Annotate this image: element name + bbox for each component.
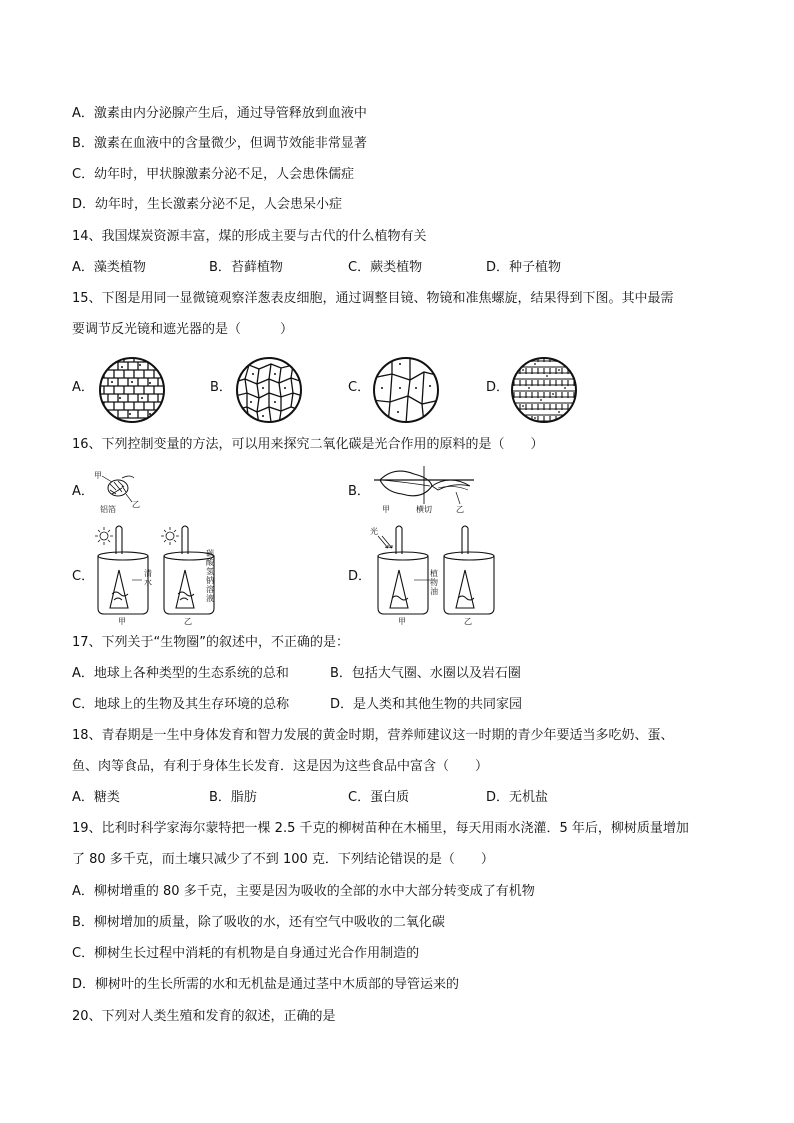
q15-figure-a — [98, 356, 166, 424]
q14-stem: 14、我国煤炭资源丰富，煤的形成主要与古代的什么植物有关 — [72, 229, 427, 244]
q19-stem-line2: 了 80 多千克，而土壤只减少了不到 100 克．下列结论错误的是（ ） — [72, 852, 494, 867]
q16c-label-yi: 乙 — [184, 617, 192, 626]
q16-figure-d — [368, 524, 498, 626]
q16a-label-jia: 甲 — [94, 471, 102, 480]
q16-figure-b — [370, 464, 480, 516]
q17-option-d: D．是人类和其他生物的共同家园 — [330, 697, 523, 712]
q16-figure-a — [92, 468, 152, 514]
q15-option-c: C． — [348, 380, 371, 395]
q15-stem-line1: 15、下图是用同一显微镜观察洋葱表皮细胞，通过调整目镜、物镜和准焦螺旋，结果得到下图。其中最需 — [72, 291, 674, 306]
q14-option-b: B．苔藓植物 — [209, 260, 283, 275]
q16c-label-jia: 甲 — [118, 617, 126, 626]
q13-option-b: B．激素在血液中的含量微少，但调节效能非常显著 — [72, 136, 367, 151]
q16d-label-yi: 乙 — [464, 617, 472, 626]
q19-option-c: C．柳树生长过程中消耗的有机物是自身通过光合作用制造的 — [72, 946, 420, 961]
q16-option-b: B． — [348, 484, 370, 499]
q20-stem: 20、下列对人类生殖和发育的叙述，正确的是 — [72, 1009, 336, 1024]
q18-option-a: A．糖类 — [72, 790, 120, 805]
q17-option-b: B．包括大气圈、水圈以及岩石圈 — [330, 666, 521, 681]
q13-option-c: C．幼年时，甲状腺激素分泌不足，人会患侏儒症 — [72, 167, 355, 182]
q16-option-d: D． — [348, 569, 372, 584]
q16a-label-foil: 铝箔 — [100, 505, 116, 514]
q15-stem-line2: 要调节反光镜和遮光器的是（ ） — [72, 322, 294, 337]
q18-option-b: B．脂肪 — [209, 790, 257, 805]
sun-icon — [161, 527, 179, 545]
q19-stem-line1: 19、比利时科学家海尔蒙特把一棵 2.5 千克的柳树苗种在木桶里，每天用雨水浇灌．5 年后，柳树质量增加 — [72, 821, 689, 836]
q16-figure-c — [92, 524, 222, 626]
q16a-label-yi: 乙 — [132, 500, 140, 509]
q16d-label-light: 光 — [370, 527, 378, 536]
q15-figure-c — [372, 356, 440, 424]
q16c-label-water: 清水 — [144, 569, 152, 587]
q14-option-d: D．种子植物 — [486, 260, 562, 275]
q15-figure-b — [235, 356, 303, 424]
q18-stem-line1: 18、青春期是一生中身体发育和智力发展的黄金时期，营养师建议这一时期的青少年要适当多吃奶、蛋、 — [72, 728, 674, 743]
q14-option-a: A．藻类植物 — [72, 260, 146, 275]
q16d-label-jia: 甲 — [398, 617, 406, 626]
q16c-label-soln: 碳酸氢钠溶液 — [206, 549, 214, 603]
q19-option-a: A．柳树增重的 80 多千克，主要是因为吸收的全部的水中大部分转变成了有机物 — [72, 884, 535, 899]
q18-option-c: C．蛋白质 — [348, 790, 410, 805]
q17-option-c: C．地球上的生物及其生存环境的总称 — [72, 697, 290, 712]
q16b-label-yi: 乙 — [456, 505, 464, 514]
q16-stem: 16、下列控制变量的方法，可以用来探究二氧化碳是光合作用的原料的是（ ） — [72, 437, 544, 452]
q13-option-d: D．幼年时，生长激素分泌不足，人会患呆小症 — [72, 197, 343, 212]
q16-option-c: C． — [72, 569, 95, 584]
q16b-label-cut: 横切 — [416, 505, 432, 514]
q17-stem: 17、下列关于“生物圈”的叙述中，不正确的是： — [72, 635, 350, 650]
q15-option-d: D． — [486, 380, 510, 395]
q19-option-d: D．柳树叶的生长所需的水和无机盐是通过茎中木质部的导管运来的 — [72, 977, 460, 992]
q15-option-a: A． — [72, 380, 94, 395]
q18-option-d: D．无机盐 — [486, 790, 549, 805]
q16-option-a: A． — [72, 484, 94, 499]
q18-stem-line2: 鱼、肉等食品，有利于身体生长发育．这是因为这些食品中富含（ ） — [72, 759, 489, 774]
q16d-label-oil: 植物油 — [430, 569, 438, 596]
q15-figure-d — [510, 356, 578, 424]
sun-icon — [95, 527, 113, 545]
q14-option-c: C．蕨类植物 — [348, 260, 423, 275]
q19-option-b: B．柳树增加的质量，除了吸收的水，还有空气中吸收的二氧化碳 — [72, 915, 445, 930]
q17-option-a: A．地球上各种类型的生态系统的总和 — [72, 666, 289, 681]
q15-option-b: B． — [210, 380, 232, 395]
q13-option-a: A．激素由内分泌腺产生后，通过导管释放到血液中 — [72, 106, 367, 121]
q16b-label-jia: 甲 — [382, 505, 390, 514]
